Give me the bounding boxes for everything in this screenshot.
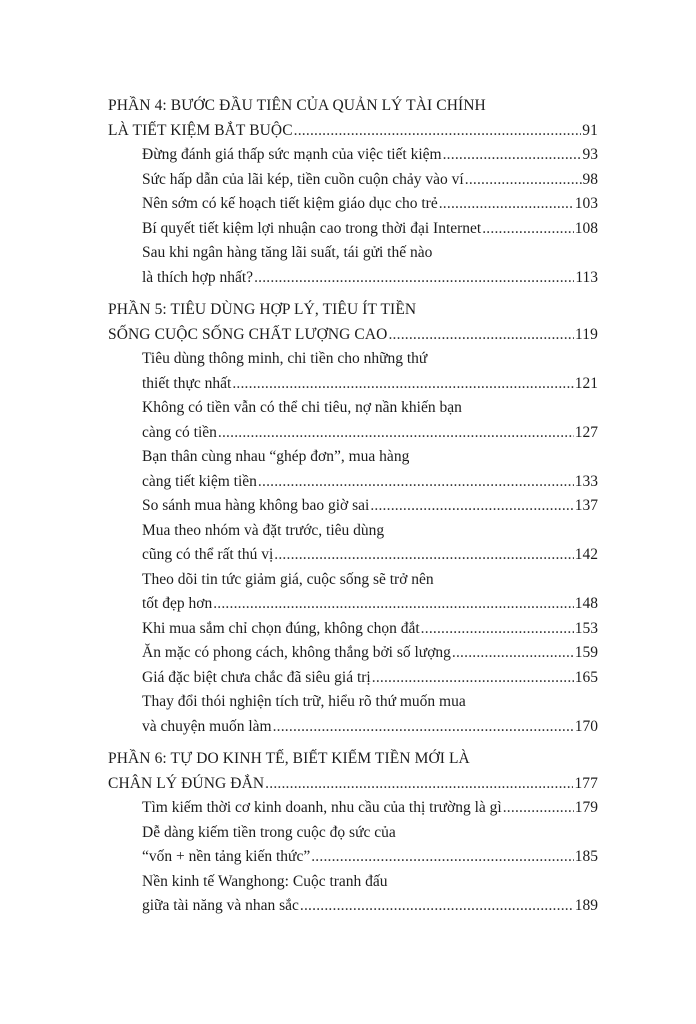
dot-leader	[254, 266, 574, 291]
toc-part	[108, 747, 598, 919]
part-title-line-text: PHẦN 6: TỰ DO KINH TẾ, BIẾT KIẾM TIỀN MỚI LÀ	[108, 750, 470, 767]
entry-title-line-text: Dễ dàng kiếm tiền trong cuộc đọ sức của	[142, 823, 396, 841]
page-number: 93	[582, 146, 598, 163]
entry-title-line-text: Theo dõi tin tức giảm giá, cuộc sống sẽ trở nên	[142, 570, 434, 588]
part-title-line-text: SỐNG CUỘC SỐNG CHẤT LƯỢNG CAO	[108, 325, 388, 343]
table-of-contents	[108, 94, 598, 927]
entry-title-line	[108, 217, 598, 242]
entry-title-line	[108, 347, 598, 372]
entry-title-line	[108, 617, 598, 642]
entry-title-line	[108, 870, 598, 895]
dot-leader	[482, 217, 574, 242]
entry-title-line-text: Sức hấp dẫn của lãi kép, tiền cuồn cuộn chảy vào ví	[142, 170, 464, 188]
entry-title-line	[108, 241, 598, 266]
entry-title-line-text: Bạn thân cùng nhau “ghép đơn”, mua hàng	[142, 448, 410, 465]
entry-title-line	[108, 690, 598, 715]
dot-leader	[273, 715, 574, 740]
dot-leader	[421, 617, 574, 642]
page-number: 121	[574, 374, 598, 392]
entry-title-line	[108, 821, 598, 846]
page-number: 148	[574, 595, 598, 612]
entry-title-line	[108, 445, 598, 470]
dot-leader	[443, 143, 582, 168]
page-number: 177	[574, 774, 598, 792]
entry-title-line	[108, 372, 598, 397]
toc-entry	[108, 796, 598, 821]
entry-title-line-text: Giá đặc biệt chưa chắc đã siêu giá trị	[142, 668, 371, 686]
page-number: 159	[574, 644, 598, 661]
entry-title-line-text: là thích hợp nhất?	[142, 268, 254, 286]
entry-title-line-text: tốt đẹp hơn	[142, 595, 213, 612]
dot-leader	[465, 168, 582, 193]
page-number: 165	[574, 668, 598, 686]
toc-entry	[108, 641, 598, 666]
dot-leader	[265, 772, 573, 797]
entry-title-line-text: thiết thực nhất	[142, 374, 232, 392]
entry-title-line	[108, 845, 598, 870]
toc-entry	[108, 192, 598, 217]
dot-leader	[372, 666, 574, 691]
entry-title-line	[108, 894, 598, 919]
page-number: 98	[582, 170, 598, 188]
page-number: 91	[582, 121, 598, 139]
toc-entry	[108, 143, 598, 168]
entry-title-line	[108, 568, 598, 593]
entry-title-line-text: cũng có thể rất thú vị	[142, 546, 274, 563]
toc-entry	[108, 666, 598, 691]
entry-title-line	[108, 396, 598, 421]
page-number: 179	[574, 799, 598, 816]
entry-title-line-text: So sánh mua hàng không bao giờ sai	[142, 497, 370, 514]
toc-entry	[108, 445, 598, 494]
page-number: 153	[574, 619, 598, 637]
dot-leader	[300, 894, 574, 919]
entry-title-line-text: Khi mua sắm chỉ chọn đúng, không chọn đắt	[142, 619, 420, 637]
toc-entry	[108, 347, 598, 396]
page-number: 137	[574, 497, 598, 514]
entry-title-line-text: Tiêu dùng thông minh, chi tiền cho những thứ	[142, 350, 428, 367]
part-title-line-text: LÀ TIẾT KIỆM BẮT BUỘC	[108, 121, 293, 139]
entry-title-line	[108, 192, 598, 217]
entry-title-line	[108, 715, 598, 740]
toc-entry	[108, 568, 598, 617]
toc-entry	[108, 494, 598, 519]
toc-entry	[108, 617, 598, 642]
entry-title-line	[108, 494, 598, 519]
entry-title-line	[108, 266, 598, 291]
part-title-line	[108, 323, 598, 348]
entry-title-line-text: Không có tiền vẫn có thể chi tiêu, nợ nần khiến bạn	[142, 399, 462, 416]
toc-entry	[108, 870, 598, 919]
entry-title-line	[108, 470, 598, 495]
dot-leader	[452, 641, 574, 666]
entry-title-line-text: Sau khi ngân hàng tăng lãi suất, tái gửi thế nào	[142, 244, 433, 261]
dot-leader	[232, 372, 573, 397]
toc-entry	[108, 396, 598, 445]
entry-title-line-text: Ăn mặc có phong cách, không thắng bởi số lượng	[142, 644, 451, 661]
part-title-line-text: CHÂN LÝ ĐÚNG ĐẮN	[108, 774, 265, 792]
entry-title-line-text: Thay đổi thói nghiện tích trữ, hiểu rõ thứ muốn mua	[142, 693, 466, 710]
toc-entry	[108, 519, 598, 568]
entry-title-line-text: Nên sớm có kế hoạch tiết kiệm giáo dục cho trẻ	[142, 195, 438, 212]
page-number: 133	[574, 472, 598, 490]
page-number: 127	[574, 423, 598, 441]
part-title-line	[108, 772, 598, 797]
dot-leader	[213, 592, 574, 617]
toc-entry	[108, 690, 598, 739]
page-number: 108	[574, 219, 598, 237]
dot-leader	[274, 543, 573, 568]
entry-title-line	[108, 168, 598, 193]
part-title-line	[108, 298, 598, 323]
entry-title-line	[108, 143, 598, 168]
part-title-line	[108, 119, 598, 144]
entry-title-line-text: giữa tài năng và nhan sắc	[142, 897, 299, 914]
dot-leader	[439, 192, 574, 217]
entry-title-line	[108, 666, 598, 691]
page-number: 185	[574, 848, 598, 865]
entry-title-line-text: Mua theo nhóm và đặt trước, tiêu dùng	[142, 521, 385, 539]
entry-title-line-text: Tìm kiếm thời cơ kinh doanh, nhu cầu của thị trường là gì	[142, 799, 502, 816]
toc-part	[108, 94, 598, 290]
entry-title-line	[108, 543, 598, 568]
dot-leader	[503, 796, 574, 821]
part-title-line	[108, 94, 598, 119]
entry-title-line	[108, 592, 598, 617]
page-number: 170	[574, 717, 598, 735]
dot-leader	[258, 470, 574, 495]
page-number: 119	[575, 325, 598, 343]
toc-entry	[108, 168, 598, 193]
entry-title-line-text: càng tiết kiệm tiền	[142, 472, 257, 490]
part-title-line-text: PHẦN 5: TIÊU DÙNG HỢP LÝ, TIÊU ÍT TIỀN	[108, 301, 417, 318]
entry-title-line-text: “vốn + nền tảng kiến thức”	[142, 848, 311, 865]
page-number: 189	[574, 897, 598, 914]
toc-entry	[108, 217, 598, 242]
entry-title-line	[108, 796, 598, 821]
entry-title-line-text: Bí quyết tiết kiệm lợi nhuận cao trong thời đại Internet	[142, 219, 482, 237]
entry-title-line-text: Đừng đánh giá thấp sức mạnh của việc tiết kiệm	[142, 146, 442, 163]
entry-title-line	[108, 519, 598, 544]
page-number: 142	[574, 546, 598, 563]
toc-part	[108, 298, 598, 739]
entry-title-line	[108, 641, 598, 666]
dot-leader	[311, 845, 574, 870]
entry-title-line	[108, 421, 598, 446]
dot-leader	[218, 421, 574, 446]
toc-entry	[108, 241, 598, 290]
entry-title-line-text: và chuyện muốn làm	[142, 717, 272, 735]
toc-entry	[108, 821, 598, 870]
dot-leader	[388, 323, 574, 348]
dot-leader	[370, 494, 573, 519]
page-number: 103	[574, 195, 598, 212]
part-title-line-text: PHẦN 4: BƯỚC ĐẦU TIÊN CỦA QUẢN LÝ TÀI CHÍNH	[108, 97, 486, 114]
entry-title-line-text: càng có tiền	[142, 423, 217, 441]
page-number: 113	[575, 268, 598, 286]
part-title-line	[108, 747, 598, 772]
dot-leader	[294, 119, 582, 144]
entry-title-line-text: Nền kinh tế Wanghong: Cuộc tranh đấu	[142, 872, 388, 890]
